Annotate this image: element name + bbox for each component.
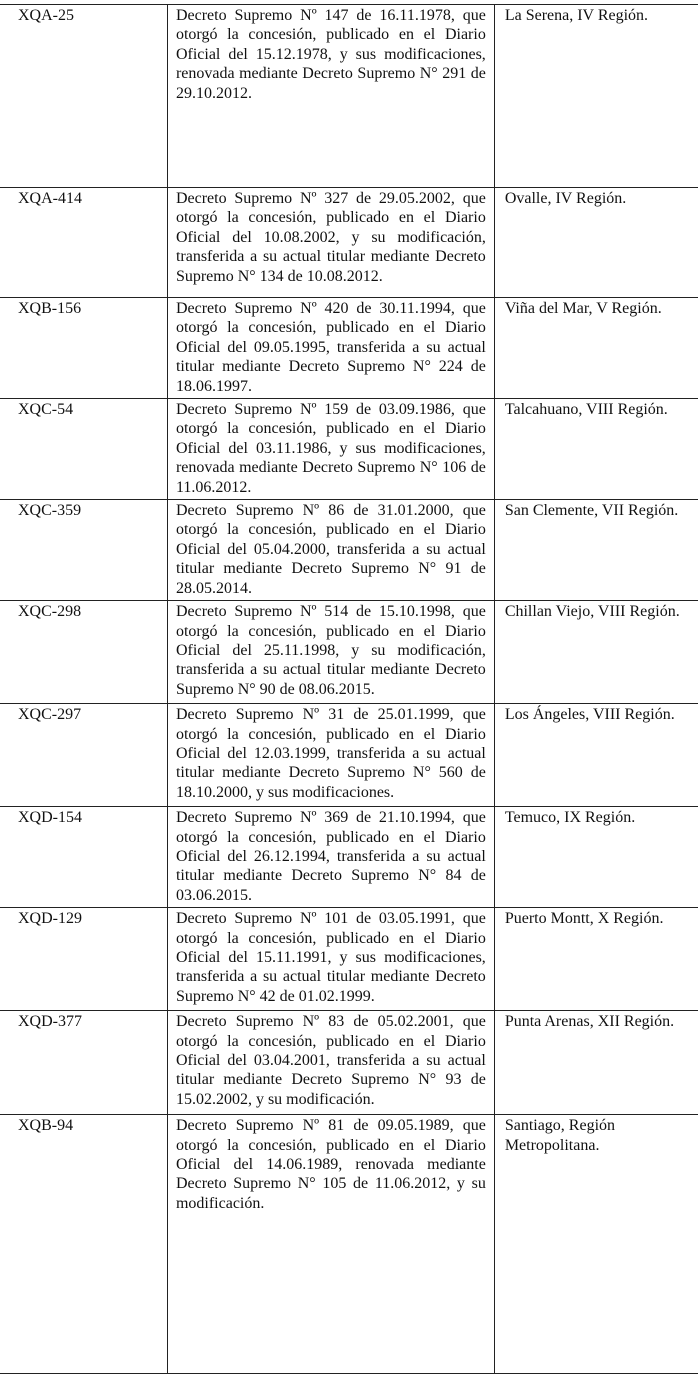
- table-row: [0, 807, 698, 908]
- station-code-cell: XQA-25: [0, 5, 167, 188]
- decree-cell: Decreto Supremo Nº 369 de 21.10.1994, que otorgó la concesión, publicado en el Diario Oficial del 26.12.1994, transferida a su actual titular mediante Decreto Supremo N° 84 de 03.06.2015.: [167, 807, 494, 908]
- location-cell: San Clemente, VII Región.: [494, 500, 698, 601]
- station-code-cell: XQC-359: [0, 500, 167, 601]
- decree-cell: Decreto Supremo Nº 31 de 25.01.1999, que otorgó la concesión, publicado en el Diario Oficial del 12.03.1999, transferida a su actual titular mediante Decreto Supremo N° 560 de 18.10.2000, y sus modificaciones.: [167, 704, 494, 807]
- decree-cell: Decreto Supremo Nº 159 de 03.09.1986, que otorgó la concesión, publicado en el Diario Oficial del 03.11.1986, y sus modificaciones, renovada mediante Decreto Supremo N° 106 de 11.06.2012.: [167, 399, 494, 500]
- table-row: [0, 1011, 698, 1115]
- location-cell: Talcahuano, VIII Región.: [494, 399, 698, 500]
- station-code-cell: XQD-154: [0, 807, 167, 908]
- location-cell: La Serena, IV Región.: [494, 5, 698, 188]
- location-cell: Chillan Viejo, VIII Región.: [494, 601, 698, 704]
- table-body: [0, 5, 698, 1374]
- concessions-table: [0, 4, 698, 1374]
- decree-cell: Decreto Supremo Nº 86 de 31.01.2000, que otorgó la concesión, publicado en el Diario Oficial del 05.04.2000, transferida a su actual titular mediante Decreto Supremo N° 91 de 28.05.2014.: [167, 500, 494, 601]
- location-cell: Punta Arenas, XII Región.: [494, 1011, 698, 1115]
- station-code-cell: XQA-414: [0, 188, 167, 298]
- location-cell: Temuco, IX Región.: [494, 807, 698, 908]
- station-code-cell: XQC-54: [0, 399, 167, 500]
- station-code-cell: XQC-297: [0, 704, 167, 807]
- decree-cell: Decreto Supremo Nº 514 de 15.10.1998, que otorgó la concesión, publicado en el Diario Oficial del 25.11.1998, y su modificación, transferida a su actual titular mediante Decreto Supremo N° 90 de 08.06.2015.: [167, 601, 494, 704]
- station-code-cell: XQB-94: [0, 1115, 167, 1374]
- decree-cell: Decreto Supremo Nº 81 de 09.05.1989, que otorgó la concesión, publicado en el Diario Oficial del 14.06.1989, renovada mediante Decreto Supremo N° 105 de 11.06.2012, y su modificación.: [167, 1115, 494, 1374]
- station-code-cell: XQB-156: [0, 298, 167, 399]
- decree-cell: Decreto Supremo Nº 101 de 03.05.1991, que otorgó la concesión, publicado en el Diario Oficial del 15.11.1991, y sus modificaciones, transferida a su actual titular mediante Decreto Supremo N° 42 de 01.02.1999.: [167, 908, 494, 1011]
- table-row: [0, 908, 698, 1011]
- station-code-cell: XQC-298: [0, 601, 167, 704]
- location-cell: Santiago, Región Metropolitana.: [494, 1115, 698, 1374]
- decree-cell: Decreto Supremo Nº 420 de 30.11.1994, que otorgó la concesión, publicado en el Diario Oficial del 09.05.1995, transferida a su actual titular mediante Decreto Supremo N° 224 de 18.06.1997.: [167, 298, 494, 399]
- table-row: [0, 601, 698, 704]
- table-row: [0, 704, 698, 807]
- table-row: [0, 188, 698, 298]
- table-row: [0, 298, 698, 399]
- location-cell: Ovalle, IV Región.: [494, 188, 698, 298]
- table-row: [0, 5, 698, 188]
- decree-cell: Decreto Supremo Nº 327 de 29.05.2002, que otorgó la concesión, publicado en el Diario Oficial del 10.08.2002, y su modificación, transferida a su actual titular mediante Decreto Supremo N° 134 de 10.08.2012.: [167, 188, 494, 298]
- station-code-cell: XQD-377: [0, 1011, 167, 1115]
- location-cell: Puerto Montt, X Región.: [494, 908, 698, 1011]
- decree-cell: Decreto Supremo Nº 147 de 16.11.1978, que otorgó la concesión, publicado en el Diario Oficial del 15.12.1978, y sus modificaciones, renovada mediante Decreto Supremo N° 291 de 29.10.2012.: [167, 5, 494, 188]
- location-cell: Viña del Mar, V Región.: [494, 298, 698, 399]
- decree-cell: Decreto Supremo Nº 83 de 05.02.2001, que otorgó la concesión, publicado en el Diario Oficial del 03.04.2001, transferida a su actual titular mediante Decreto Supremo N° 93 de 15.02.2002, y su modificación.: [167, 1011, 494, 1115]
- location-cell: Los Ángeles, VIII Región.: [494, 704, 698, 807]
- table-row: [0, 399, 698, 500]
- table-row: [0, 500, 698, 601]
- station-code-cell: XQD-129: [0, 908, 167, 1011]
- table-row: [0, 1115, 698, 1374]
